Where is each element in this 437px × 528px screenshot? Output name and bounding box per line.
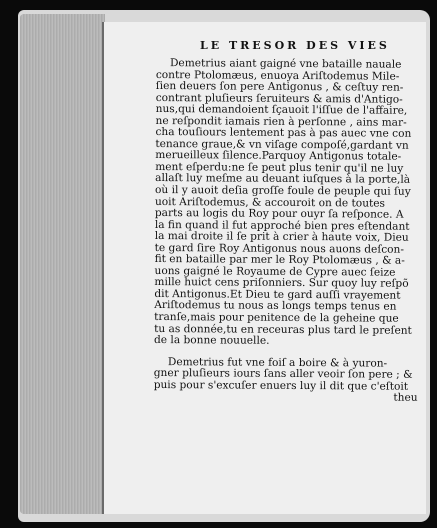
text-line: allaſt luy meſme au deuant iuſques à la porte,là	[155, 172, 411, 187]
text-line: la fin quand il fut approché bien pres eſtendant	[154, 218, 410, 233]
text-line: ſien deuers ſon pere Antigonus , & ceſtuy ren-	[155, 80, 404, 94]
text-line: merueilleux ſilence.Parquoy Antigonus totale-	[155, 149, 402, 164]
text-line: cha touſiours lentement pas à pas auec vne con	[155, 126, 412, 141]
text-line: contrant pluſieurs ſeruiteurs & amis d'Antigo-	[155, 91, 403, 106]
text-line: Demetrius aiant gaigné vne bataille nauale	[169, 57, 402, 71]
text-line: uoit Ariſtodemus, & accouroit on de toutes	[154, 195, 386, 210]
text-line: Demetrius fut vne foiſ a boire & à yuron-	[167, 355, 388, 370]
catchword: theu	[393, 391, 418, 405]
text-line: tu as donnée,tu en receuras plus tard le preſent	[154, 322, 412, 337]
text-line: la mai droite il ſe prit à crier à haute voix, Dieu	[154, 230, 409, 244]
text-line: parts au logis du Roy pour ouyr ſa reſponce. A	[154, 207, 404, 221]
text-line: uons gaigné le Royaume de Cypre auec ſeize	[154, 264, 396, 279]
text-line: où il y auoit deſia groſſe foule de peuple qui ſuy	[155, 184, 411, 198]
text-line: puis pour s'excuſer enuers luy il dit que c'eſtoit	[153, 378, 409, 393]
paragraph-1	[154, 58, 426, 349]
text-line: de la bonne nouuelle.	[153, 334, 270, 347]
text-line: mille huict cens priſonniers. Sur quoy luy reſpõ	[154, 276, 409, 291]
text-line: nus,qui demandoient ſçauoit l'iſſue de l'affaire,	[155, 103, 408, 117]
page-edges	[20, 14, 105, 514]
text-line: Ariſtodemus tu nous as longs temps tenus en	[154, 299, 397, 314]
text-line: contre Ptolomæus, enuoya Ariſtodemus Mile-	[155, 68, 400, 83]
text-line: dit Antigonus.Et Dieu te gard auſſi vrayement	[154, 287, 401, 302]
text-line: ne reſpondit iamais rien à perſonne , ains mar-	[155, 114, 407, 129]
text-line: ment eſperdu:ne ſe peut plus tenir qu'il ne luy	[155, 160, 404, 175]
text-line: gner pluſieurs iours ſans aller veoir ſon pere ; &	[153, 367, 413, 382]
body-text	[154, 58, 426, 405]
text-line: tranſe,mais pour penitence de la geheine que	[154, 311, 399, 325]
paragraph-2	[154, 357, 424, 394]
running-head: LE TRESOR DES VIES	[200, 39, 390, 52]
text-line: te gard ſire Roy Antigonus nous auons deſcon-	[154, 241, 405, 256]
text-line: tenance graue,& vn viſage compoſé,gardant vn	[155, 137, 409, 152]
text-line: fit en bataille par mer le Roy Ptolomæus , & a-	[154, 253, 405, 268]
